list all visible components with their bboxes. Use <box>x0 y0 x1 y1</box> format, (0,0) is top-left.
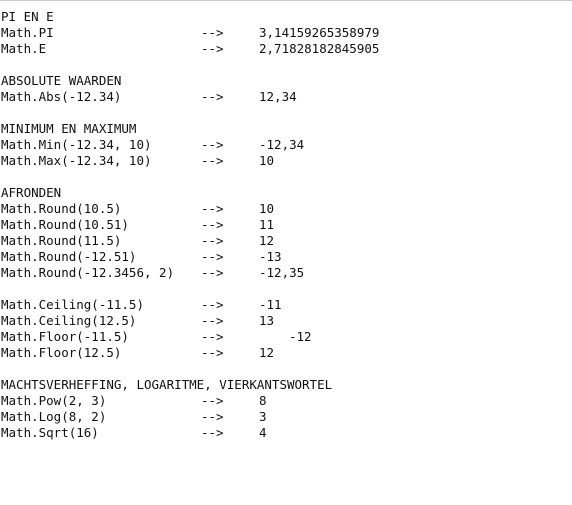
expression: Math.Round(10.5) <box>1 201 122 216</box>
expression: Math.Sqrt(16) <box>1 425 99 440</box>
output-line-math-ceiling <box>0 297 282 313</box>
expression: Math.Max(-12.34, 10) <box>1 153 152 168</box>
expression: Math.Round(-12.3456, 2) <box>1 265 175 280</box>
result-value: -12 <box>289 329 312 344</box>
expression: Math.Floor(-11.5) <box>1 329 129 344</box>
expression: Math.Min(-12.34, 10) <box>1 137 152 152</box>
expression: Math.Ceiling(12.5) <box>1 313 137 328</box>
result-value: 10 <box>259 153 275 168</box>
output-line-math-e <box>0 41 380 57</box>
arrow: --> <box>201 265 224 280</box>
result-value: 3,14159265358979 <box>259 25 380 40</box>
output-line-math-abs <box>0 89 297 105</box>
expression: Math.Ceiling(-11.5) <box>1 297 144 312</box>
expression: Math.Round(10.51) <box>1 217 129 232</box>
expression: Math.Floor(12.5) <box>1 345 122 360</box>
arrow: --> <box>201 409 224 424</box>
expression: Math.E <box>1 41 47 56</box>
expression: Math.Round(-12.51) <box>1 249 137 264</box>
result-value: 13 <box>259 313 275 328</box>
output-line-math-min <box>0 137 305 153</box>
arrow: --> <box>201 393 224 408</box>
output-line-math-pow <box>0 393 267 409</box>
output-line-math-round <box>0 217 275 233</box>
result-value: 3 <box>259 409 267 424</box>
arrow: --> <box>201 249 224 264</box>
result-value: -12,35 <box>259 265 305 280</box>
arrow: --> <box>201 89 224 104</box>
arrow: --> <box>201 217 224 232</box>
expression: Math.Pow(2, 3) <box>1 393 107 408</box>
arrow: --> <box>201 345 224 360</box>
section-header-machtsverheffing: MACHTSVERHEFFING, LOGARITME, VIERKANTSWORTEL <box>1 377 333 392</box>
arrow: --> <box>201 297 224 312</box>
arrow: --> <box>201 329 224 344</box>
result-value: 12 <box>259 233 275 248</box>
expression: Math.Abs(-12.34) <box>1 89 122 104</box>
expression: Math.Log(8, 2) <box>1 409 107 424</box>
result-value: 8 <box>259 393 267 408</box>
section-header-minimum-en-maximum: MINIMUM EN MAXIMUM <box>1 121 137 136</box>
arrow: --> <box>201 137 224 152</box>
output-line-math-round <box>0 201 275 217</box>
arrow: --> <box>201 153 224 168</box>
expression: Math.Round(11.5) <box>1 233 122 248</box>
result-value: 10 <box>259 201 275 216</box>
result-value: 2,71828182845905 <box>259 41 380 56</box>
output-line-math-pi <box>0 25 380 41</box>
arrow: --> <box>201 425 224 440</box>
expression: Math.PI <box>1 25 54 40</box>
output-line-math-floor <box>0 345 275 361</box>
arrow: --> <box>201 201 224 216</box>
result-value: -11 <box>259 297 282 312</box>
arrow: --> <box>201 233 224 248</box>
arrow: --> <box>201 313 224 328</box>
arrow: --> <box>201 41 224 56</box>
output-line-math-ceiling <box>0 313 275 329</box>
result-value: -12,34 <box>259 137 305 152</box>
section-header-afronden: AFRONDEN <box>1 185 62 200</box>
section-header-pi-en-e: PI EN E <box>1 9 54 24</box>
output-line-math-round <box>0 249 282 265</box>
result-value: 12,34 <box>259 89 297 104</box>
result-value: 11 <box>259 217 275 232</box>
arrow: --> <box>201 25 224 40</box>
output-line-math-log <box>0 409 267 425</box>
section-header-absolute-waarden: ABSOLUTE WAARDEN <box>1 73 122 88</box>
result-value: -13 <box>259 249 282 264</box>
output-line-math-floor <box>0 329 312 345</box>
output-line-math-sqrt <box>0 425 267 441</box>
output-line-math-round <box>0 265 305 281</box>
output-line-math-round <box>0 233 275 249</box>
result-value: 4 <box>259 425 267 440</box>
result-value: 12 <box>259 345 275 360</box>
output-line-math-max <box>0 153 275 169</box>
